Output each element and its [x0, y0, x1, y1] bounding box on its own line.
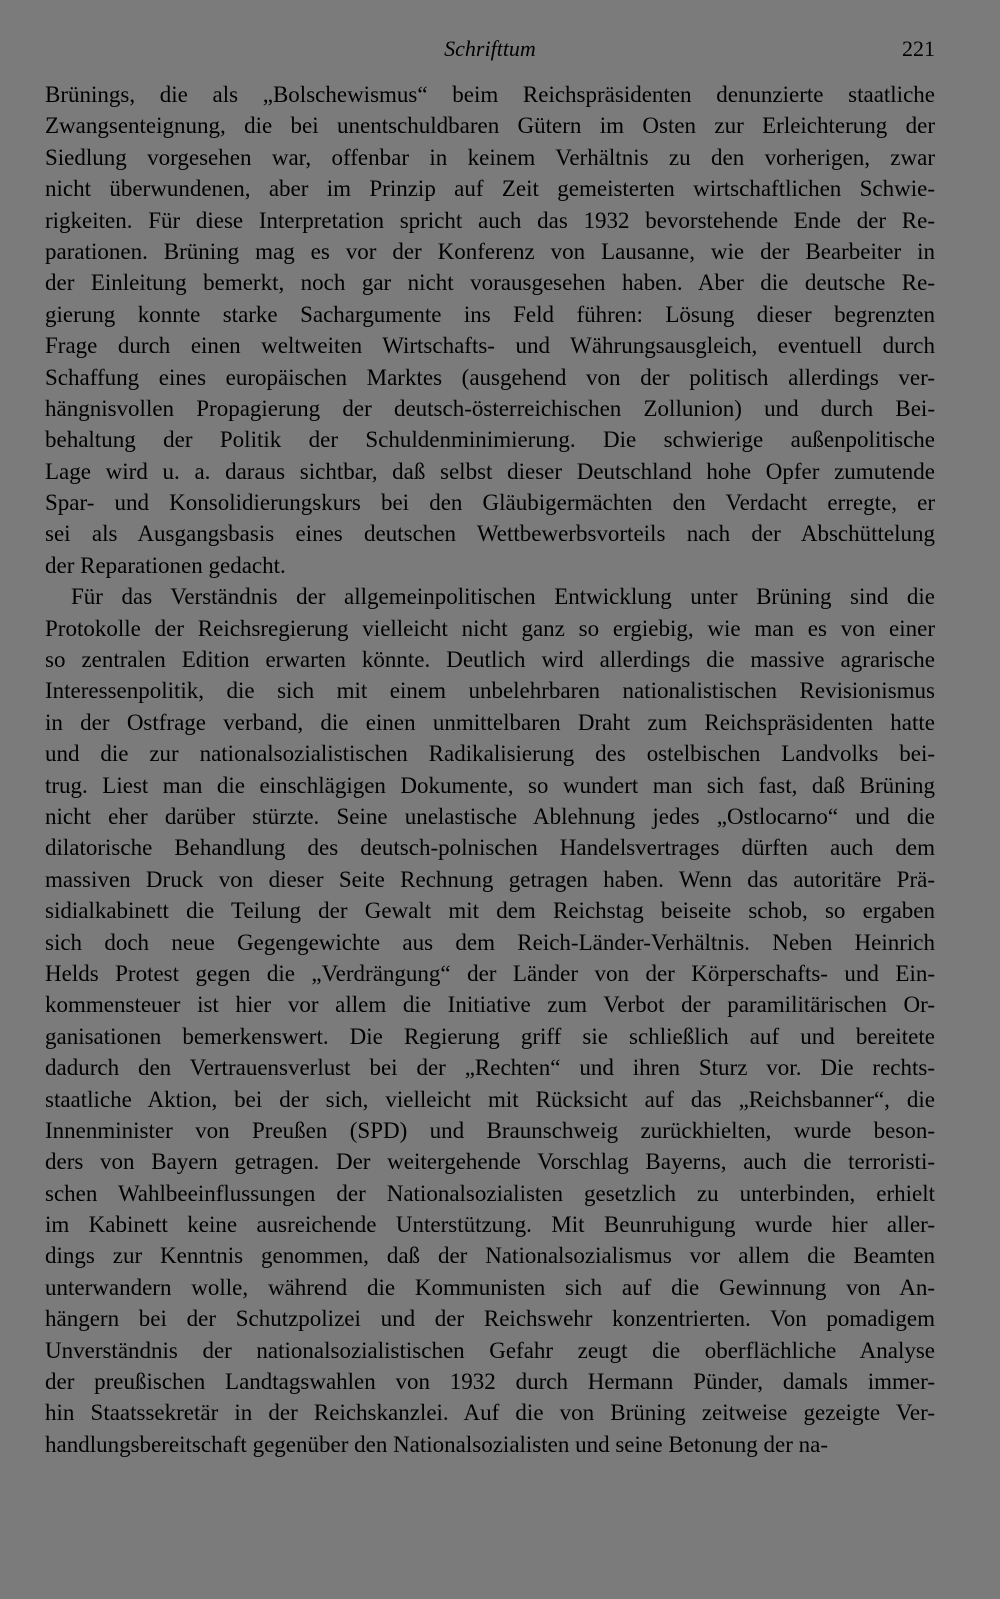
text-line: und die zur nationalsozialistischen Radikalisierung des ostelbischen Landvolks bei- [45, 741, 935, 767]
book-page [45, 34, 935, 1460]
paragraph [45, 79, 935, 581]
body-text [45, 79, 935, 1460]
text-line: ders von Bayern getragen. Der weitergehende Vorschlag Bayerns, auch die terroristi- [45, 1149, 935, 1175]
text-line: handlungsbereitschaft gegenüber den Nationalsozialisten und seine Betonung der na- [45, 1431, 829, 1457]
text-line: sich doch neue Gegengewichte aus dem Reich-Länder-Verhältnis. Neben Heinrich [45, 929, 935, 955]
text-line: der Einleitung bemerkt, noch gar nicht vorausgesehen haben. Aber die deutsche Re- [45, 270, 935, 296]
text-line: massiven Druck von dieser Seite Rechnung getragen haben. Wenn das autoritäre Prä- [45, 866, 935, 892]
text-line: so zentralen Edition erwarten könnte. Deutlich wird allerdings die massive agrarische [45, 647, 935, 673]
text-line: ganisationen bemerkenswert. Die Regierung griff sie schließlich auf und bereitete [45, 1023, 935, 1049]
text-line: unterwandern wolle, während die Kommunisten sich auf die Gewinnung von An- [45, 1274, 935, 1300]
text-line: schen Wahlbeeinflussungen der Nationalsozialisten gesetzlich zu unterbinden, erhielt [45, 1180, 935, 1206]
text-line: sei als Ausgangsbasis eines deutschen Wettbewerbsvorteils nach der Abschüttelung [45, 521, 935, 547]
text-line: gierung konnte starke Sachargumente ins Feld führen: Lösung dieser begrenzten [45, 301, 935, 327]
text-line: trug. Liest man die einschlägigen Dokumente, so wundert man sich fast, daß Brüning [45, 772, 935, 798]
text-line: Protokolle der Reichsregierung vielleicht nicht ganz so ergiebig, wie man es von einer [45, 615, 935, 641]
text-line: Siedlung vorgesehen war, offenbar in keinem Verhältnis zu den vorherigen, zwar [45, 144, 935, 170]
text-line: Brünings, die als „Bolschewismus“ beim Reichspräsidenten denunzierte staatliche [45, 82, 935, 107]
running-head [45, 34, 935, 66]
text-line: dadurch den Vertrauensverlust bei der „Rechten“ und ihren Sturz vor. Die rechts- [45, 1055, 935, 1081]
text-line: der preußischen Landtagswahlen von 1932 durch Hermann Pünder, damals immer- [45, 1369, 935, 1395]
text-line: kommensteuer ist hier vor allem die Initiative zum Verbot der paramilitärischen Or- [45, 992, 935, 1018]
text-line: hängern bei der Schutzpolizei und der Reichswehr konzentrierten. Von pomadigem [45, 1306, 935, 1332]
paragraph [45, 581, 935, 1460]
text-line: sidialkabinett die Teilung der Gewalt mit dem Reichstag beiseite schob, so ergaben [45, 898, 935, 924]
text-line: hängnisvollen Propagierung der deutsch-österreichischen Zollunion) und durch Bei- [45, 395, 935, 421]
text-line: in der Ostfrage verband, die einen unmittelbaren Draht zum Reichspräsidenten hatte [45, 709, 935, 735]
text-line: Unverständnis der nationalsozialistischen Gefahr zeugt die oberflächliche Analyse [45, 1337, 935, 1363]
text-line: nicht überwundenen, aber im Prinzip auf Zeit gemeisterten wirtschaftlichen Schwie- [45, 176, 935, 202]
page-number: 221 [902, 36, 935, 61]
text-line: dilatorische Behandlung des deutsch-polnischen Handelsvertrages dürften auch dem [45, 835, 935, 861]
text-line: Spar- und Konsolidierungskurs bei den Gläubigermächten den Verdacht erregte, er [45, 490, 935, 516]
text-line: Innenminister von Preußen (SPD) und Braunschweig zurückhielten, wurde beson- [45, 1117, 935, 1143]
text-line: parationen. Brüning mag es vor der Konferenz von Lausanne, wie der Bearbeiter in [45, 238, 935, 264]
text-line: rigkeiten. Für diese Interpretation spricht auch das 1932 bevorstehende Ende der Re- [45, 207, 935, 233]
text-line: Lage wird u. a. daraus sichtbar, daß selbst dieser Deutschland hohe Opfer zumutende [45, 458, 935, 484]
text-line: Für das Verständnis der allgemeinpolitischen Entwicklung unter Brüning sind die [71, 584, 935, 610]
text-line: staatliche Aktion, bei der sich, vielleicht mit Rücksicht auf das „Reichsbanner“, die [45, 1086, 935, 1112]
text-line: behaltung der Politik der Schuldenminimierung. Die schwierige außenpolitische [45, 427, 935, 453]
text-line: Zwangsenteignung, die bei unentschuldbaren Gütern im Osten zur Erleichterung der [45, 113, 935, 139]
text-line: Schaffung eines europäischen Marktes (ausgehend von der politisch allerdings ver- [45, 364, 935, 390]
text-line: der Reparationen gedacht. [45, 552, 286, 578]
text-line: nicht eher darüber stürzte. Seine unelastische Ablehnung jedes „Ostlocarno“ und die [45, 803, 935, 829]
text-line: im Kabinett keine ausreichende Unterstützung. Mit Beunruhigung wurde hier aller- [45, 1212, 935, 1238]
text-line: Helds Protest gegen die „Verdrängung“ der Länder von der Körperschafts- und Ein- [45, 960, 935, 986]
text-line: Interessenpolitik, die sich mit einem unbelehrbaren nationalistischen Revisionismus [45, 678, 935, 704]
text-line: Frage durch einen weltweiten Wirtschafts- und Währungsausgleich, eventuell durch [45, 333, 935, 359]
running-title: Schrifttum [444, 36, 536, 61]
text-line: dings zur Kenntnis genommen, daß der Nationalsozialismus vor allem die Beamten [45, 1243, 935, 1269]
text-line: hin Staatssekretär in der Reichskanzlei. Auf die von Brüning zeitweise gezeigte Ver- [45, 1400, 935, 1426]
